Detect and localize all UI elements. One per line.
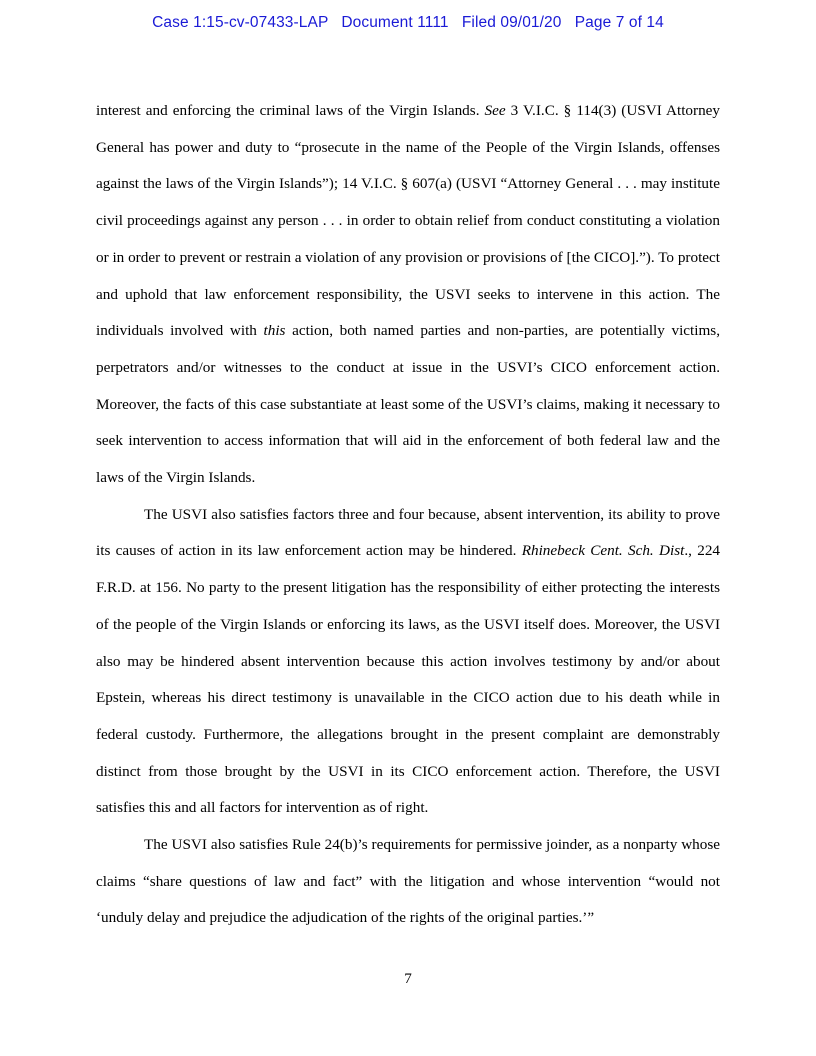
document-body bbox=[96, 93, 720, 937]
signal-see: See bbox=[484, 102, 506, 119]
paragraph-3 bbox=[96, 827, 720, 937]
paragraph-1-text-b: 3 V.I.C. § 114(3) (USVI Attorney General has power and duty to “prosecute in the name of the People of the Virgin Islands, offenses against the laws of the Virgin Islands”); 14 V.I.C. § 607(a) (USVI “Attorney General . . . may institute civil proceedings against any person . . . in order to obtain relief from conduct constituting a violation or in order to prevent or restrain a violation of any provision or provisions of [the CICO].”). To protect and uphold that law enforcement responsibility, the USVI seeks to intervene in this action. The individuals involved with bbox=[96, 102, 720, 340]
paragraph-2-text-b: ., 224 F.R.D. at 156. No party to the present litigation has the responsibility of either protecting the interests of the people of the Virgin Islands or enforcing its laws, as the USVI itself does. Moreover, the USVI also may be hindered absent intervention because this action involves testimony by and/or about Epstein, whereas his direct testimony is unavailable in the CICO action due to his death while in federal custody. Furthermore, the allegations brought in the present complaint are demonstrably distinct from those brought by the USVI in its CICO enforcement action. Therefore, the USVI satisfies this and all factors for intervention as of right. bbox=[96, 542, 721, 817]
document-number: Document 1111 bbox=[341, 14, 449, 31]
paragraph-1-text-c: action, both named parties and non-parties, are potentially victims, perpetrators and/or witnesses to the conduct at issue in the USVI’s CICO enforcement action. Moreover, the facts of this case substantiate at least some of the USVI’s claims, making it necessary to seek intervention to access information that will aid in the enforcement of both federal law and the laws of the Virgin Islands. bbox=[96, 322, 720, 487]
page-number: 7 bbox=[404, 970, 412, 987]
paragraph-1-text-a: interest and enforcing the criminal laws of the Virgin Islands. bbox=[96, 102, 485, 119]
paragraph-1 bbox=[96, 93, 720, 497]
case-citation-name: Rhinebeck Cent. Sch. Dist bbox=[521, 542, 685, 560]
filed-date: Filed 09/01/20 bbox=[461, 14, 562, 31]
emphasis-this: this bbox=[263, 322, 286, 340]
case-header bbox=[0, 14, 816, 32]
paragraph-2-text-a: The USVI also satisfies factors three and four because, absent intervention, its ability to prove its causes of action in its law enforcement action may be hindered. bbox=[96, 505, 720, 560]
page-of: Page 7 of 14 bbox=[574, 14, 664, 31]
case-number: Case 1:15-cv-07433-LAP bbox=[152, 14, 329, 31]
paragraph-2 bbox=[96, 497, 720, 827]
paragraph-3-text: The USVI also satisfies Rule 24(b)’s requirements for permissive joinder, as a nonparty whose claims “share questions of law and fact” with the litigation and whose intervention “would not ‘unduly delay and prejudice the adjudication of the rights of the original parties.’” bbox=[96, 836, 720, 927]
